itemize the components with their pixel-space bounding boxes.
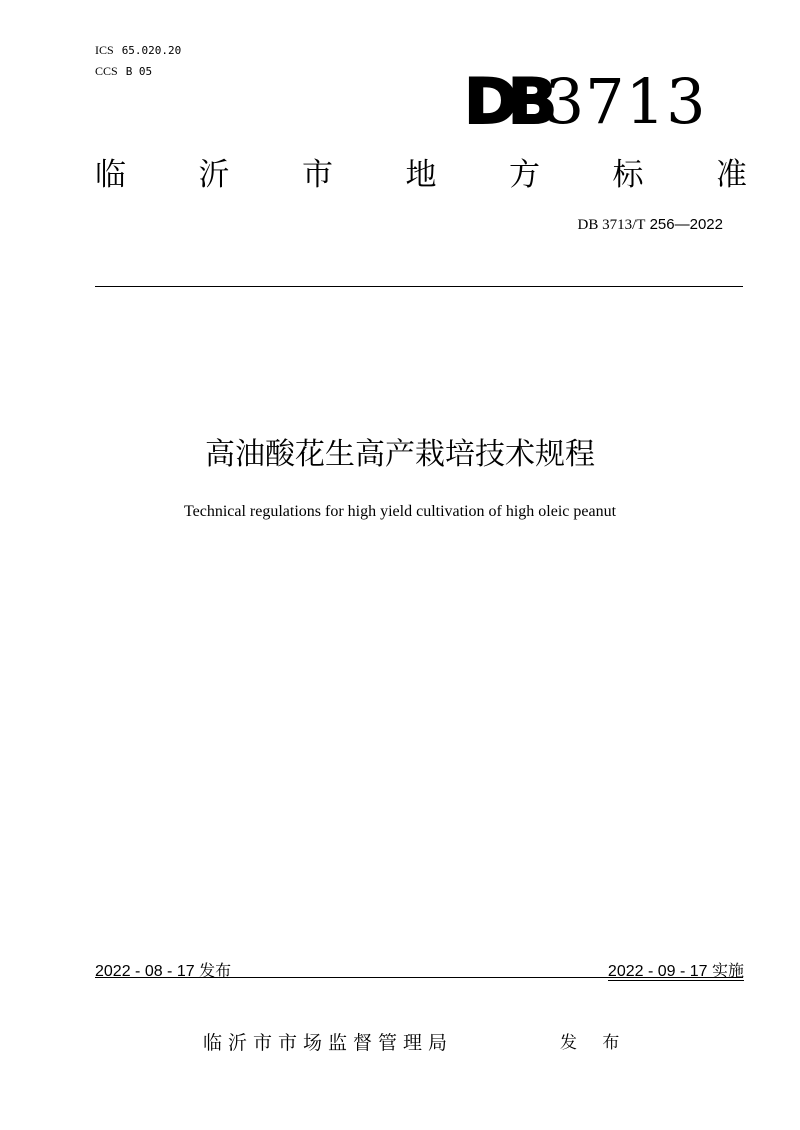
ccs-value: B 05 — [125, 65, 153, 78]
standard-type-char: 沂 — [198, 157, 230, 193]
classification-codes — [95, 40, 181, 82]
db-logo-number: 3713 — [544, 65, 707, 138]
db-logo-letters: DB — [464, 65, 547, 138]
standard-type-title — [95, 150, 747, 200]
standard-number — [578, 216, 724, 234]
document-title-english: Technical regulations for high yield cultivation of high oleic peanut — [183, 503, 617, 520]
ccs-label: CCS — [95, 64, 118, 78]
ics-line — [95, 40, 181, 61]
top-divider — [95, 286, 743, 287]
ics-value: 65.020.20 — [121, 44, 182, 57]
db-logo — [464, 65, 726, 138]
standard-type-char: 临 — [95, 157, 126, 193]
bottom-divider — [95, 977, 743, 978]
issuing-authority: 临沂市市场监督管理局 — [203, 1032, 454, 1054]
standard-type-char: 准 — [716, 157, 747, 193]
standard-type-char: 标 — [612, 157, 644, 193]
standard-number-prefix: DB 3713/T — [577, 217, 646, 233]
standard-number-value: 256—2022 — [649, 216, 723, 233]
ccs-line — [95, 61, 181, 82]
ics-label: ICS — [95, 43, 114, 57]
publish-date: 2022 - 08 - 17 发布 — [95, 963, 232, 980]
standard-type-char: 地 — [405, 157, 437, 193]
standard-type-char: 方 — [509, 157, 540, 193]
standard-type-char: 市 — [302, 157, 333, 193]
implement-date-text: 2022 - 09 - 17 实施 — [607, 963, 744, 980]
issue-action: 发 布 — [560, 1033, 630, 1053]
document-title-chinese: 高油酸花生高产栽培技术规程 — [205, 437, 595, 472]
